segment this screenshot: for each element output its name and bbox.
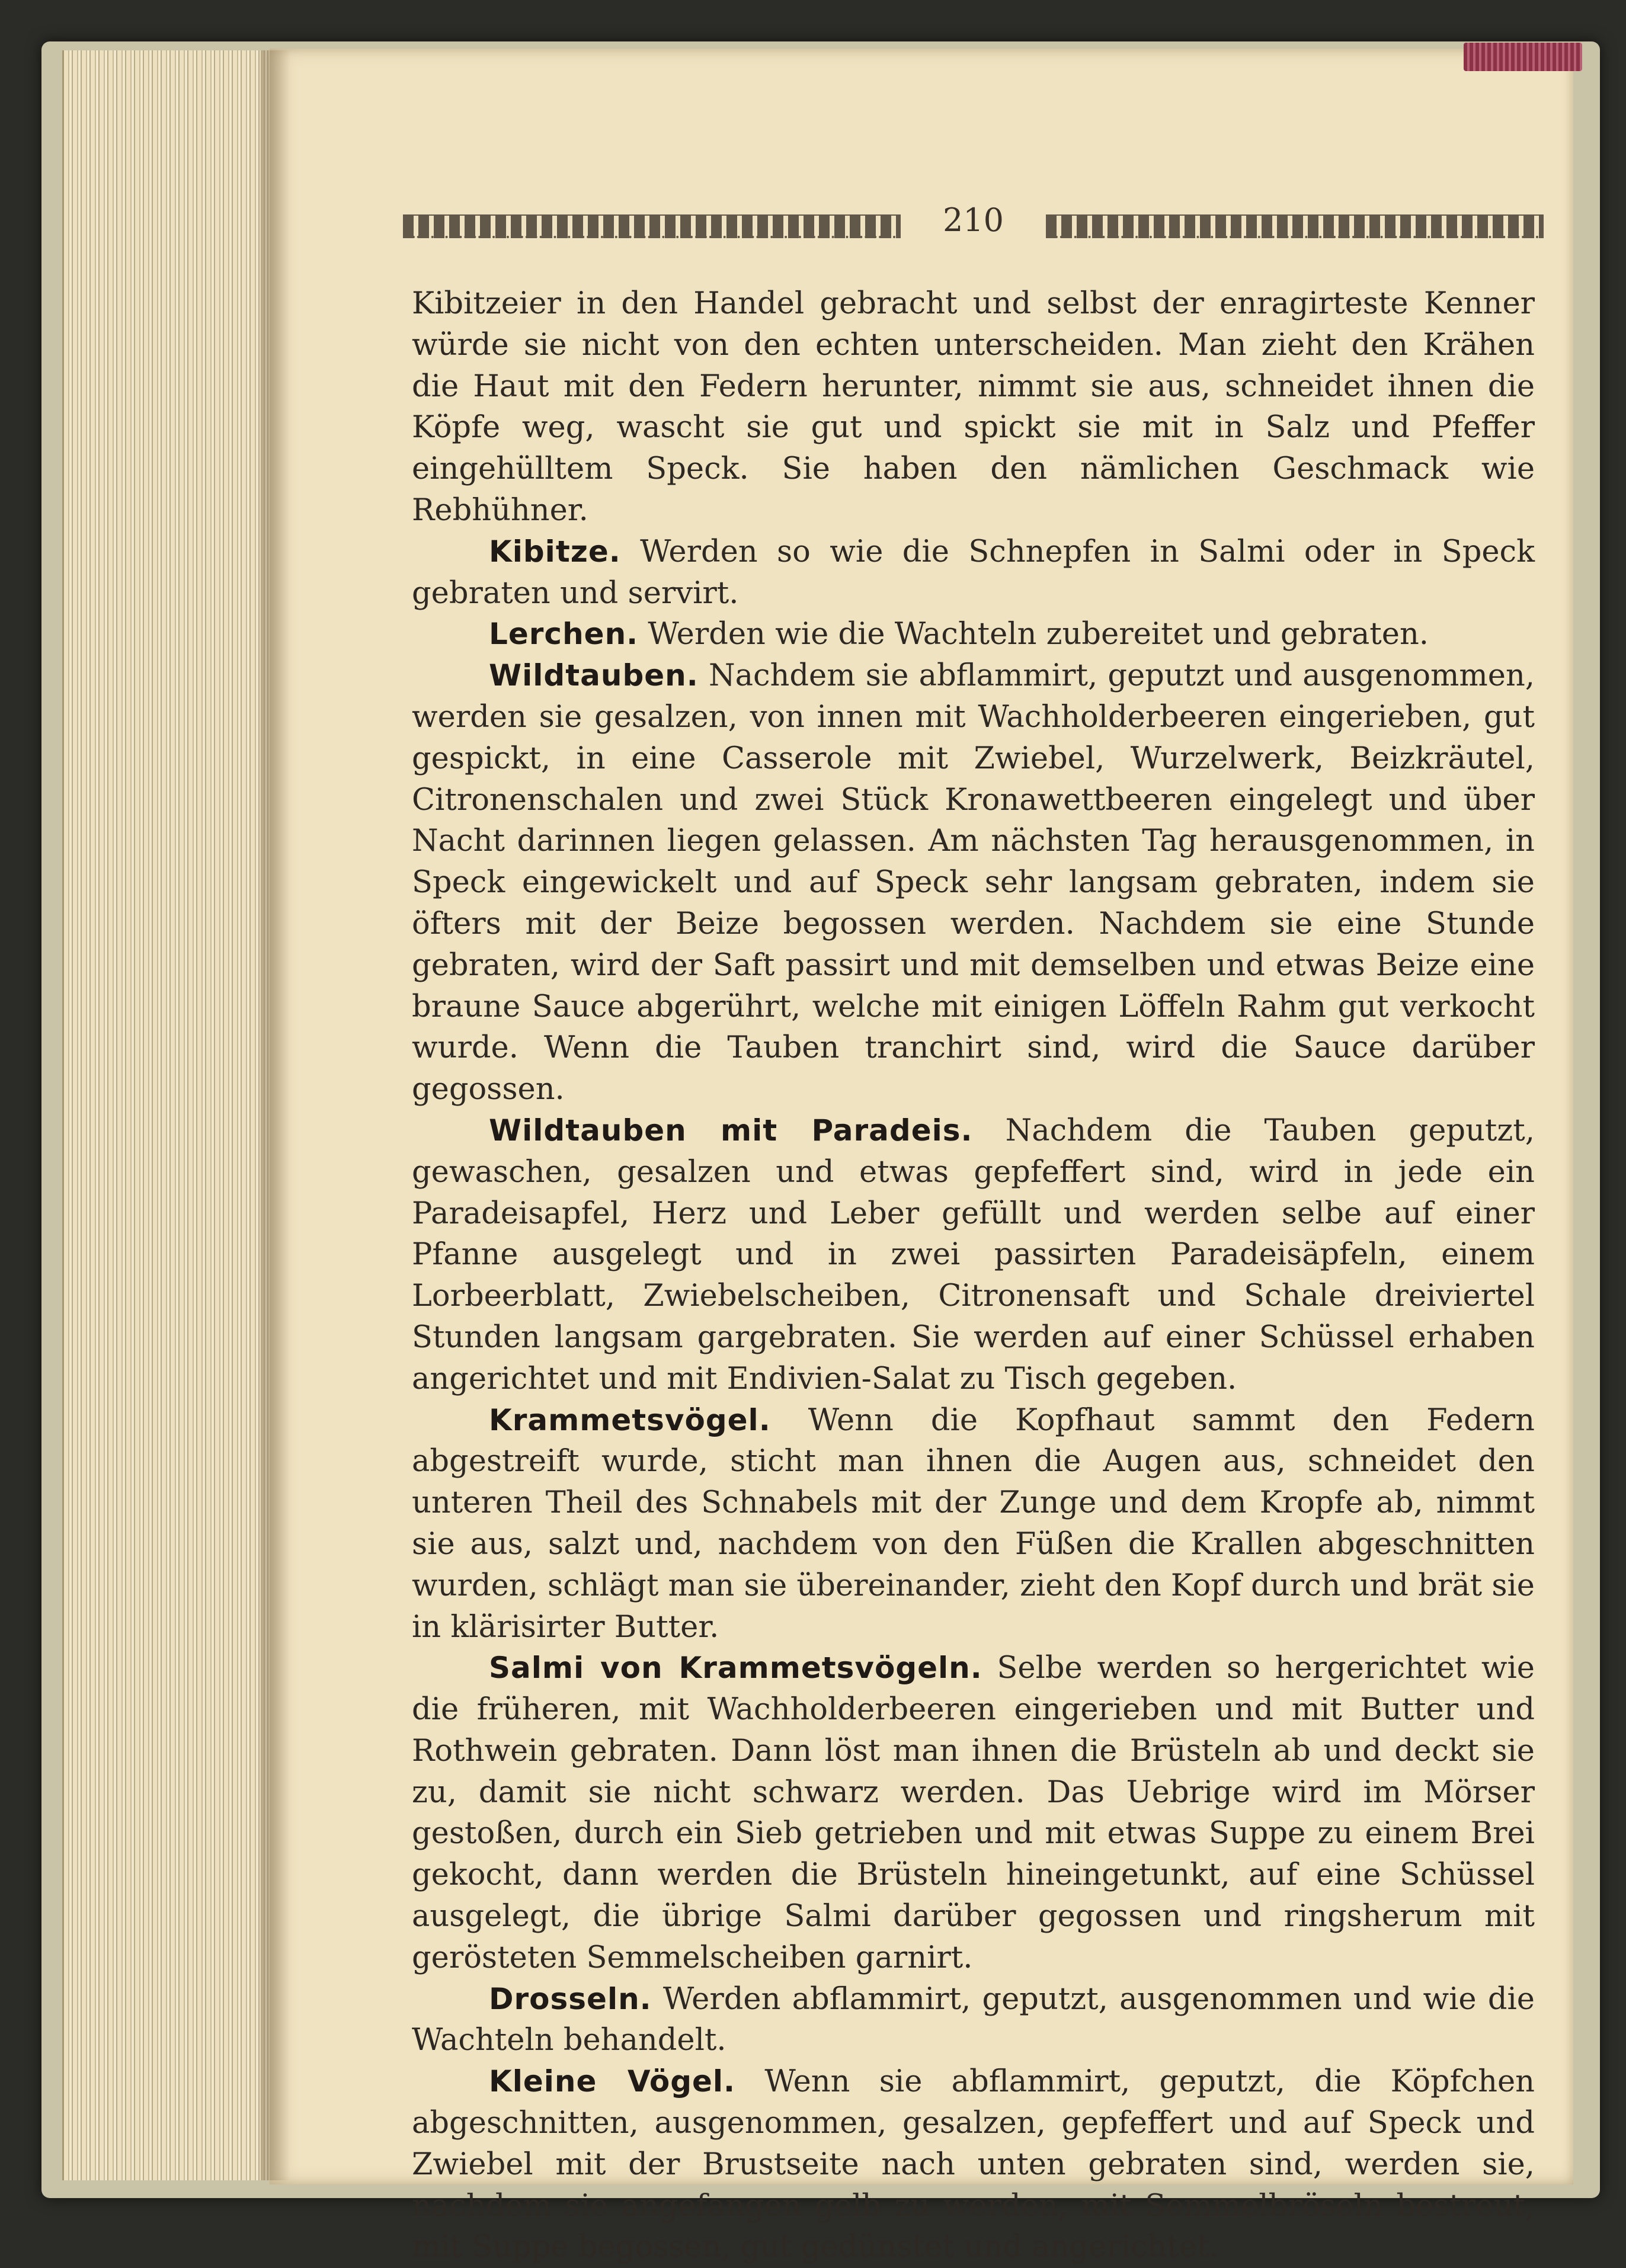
- entry-heading: Krammetsvögel.: [489, 1402, 771, 1437]
- entry-krammetsvoegel: [412, 1400, 1535, 1648]
- entry-wildtauben: [412, 655, 1535, 1110]
- entry-text: Werden abflammirt, geputzt, ausgenommen und wie die Wachteln behandelt.: [412, 1981, 1535, 2058]
- entry-heading: Wildtauben mit Paradeis.: [489, 1113, 973, 1148]
- entry-text: Nachdem sie abflammirt, geputzt und ausgenommen, werden sie gesalzen, von innen mit Wachholderbeeren eingerieben, gut gespickt, in eine Casserole mit Zwiebel, Wurzelwerk, Beizkräutel, Citronenschalen und zwei Stück Kronawettbeeren eingelegt und über Nacht darinnen liegen gelassen. Am nächsten Tag herausgenommen, in Speck eingewickelt und auf Speck sehr langsam gebraten, indem sie öfters mit der Beize begossen werden. Nachdem sie eine Stunde gebraten, wird der Saft passirt und mit demselben und etwas Beize eine braune Sauce abgerührt, welche mit einigen Löffeln Rahm gut verkocht wurde. Wenn die Tauben tranchirt sind, wird die Sauce darüber gegossen.: [412, 658, 1535, 1107]
- entry-text: Nachdem die Tauben geputzt, gewaschen, gesalzen und etwas gepfeffert sind, wird in jede ein Paradeisapfel, Herz und Leber gefüllt und werden selbe auf einer Pfanne ausgelegt und in zwei passirten Paradeisäpfeln, einem Lorbeerblatt, Zwiebelscheiben, Citronensaft und Schale dreiviertel Stunden langsam gargebraten. Sie werden auf einer Schüssel erhaben angerichtet und mit Endivien-Salat zu Tisch gegeben.: [412, 1113, 1535, 1396]
- entry-heading: Lerchen.: [489, 617, 639, 652]
- paragraph-text: Kibitzeier in den Handel gebracht und selbst der enragirteste Kenner würde sie nicht von den echten unterscheiden. Man zieht den Krähen die Haut mit den Federn herunter, nimmt sie aus, schneidet ihnen die Köpfe weg, wascht sie gut und spickt sie mit in Salz und Pfeffer eingehülltem Speck. Sie haben den nämlichen Geschmack wie Rebhühner.: [412, 286, 1535, 528]
- text-block: [412, 283, 1535, 2265]
- entry-kleine-voegel: [412, 2061, 1535, 2268]
- page-number: 210: [942, 201, 1004, 239]
- entry-text: Werden so wie die Schnepfen in Salmi oder in Speck gebraten und servirt.: [412, 534, 1535, 611]
- ornament-right: [1046, 214, 1544, 238]
- page-edges: [62, 50, 277, 2180]
- entry-text: Selbe werden so hergerichtet wie die früheren, mit Wachholderbeeren eingerieben und mit Butter und Rothwein gebraten. Dann löst man ihnen die Brüsteln ab und deckt sie zu, damit sie nicht schwarz werden. Das Uebrige wird im Mörser gestoßen, durch ein Sieb getrieben und mit etwas Suppe zu einem Brei gekocht, dann werden die Brüsteln hineingetunkt, auf eine Schüssel ausgelegt, die übrige Salmi darüber gegossen und ringsherum mit gerösteten Semmelscheiben garnirt.: [412, 1651, 1535, 1975]
- entry-lerchen: [412, 614, 1535, 655]
- entry-text: Wenn sie abflammirt, geputzt, die Köpfchen abgeschnitten, ausgenommen, gesalzen, gepfeffert und auf Speck und Zwiebel mit der Brustseite nach unten gebraten sind, werden sie, nachdem sie angefangen gelb zu werden, mit Semmelbröseln bestreut, mit Suppe begossen, gut gedünstet und angerichtet.: [412, 2064, 1535, 2265]
- paragraph-continuation: [412, 283, 1535, 531]
- entry-heading: Wildtauben.: [489, 658, 699, 693]
- entry-heading: Drosseln.: [489, 1981, 652, 2016]
- entry-text: Wenn die Kopfhaut sammt den Federn abgestreift wurde, sticht man ihnen die Augen aus, schneidet den unteren Theil des Schnabels mit der Zunge und dem Kropfe ab, nimmt sie aus, salzt und, nachdem von den Füßen die Krallen abgeschnitten wurden, schlägt man sie übereinander, zieht den Kopf durch und brät sie in klärisirter Butter.: [412, 1402, 1535, 1645]
- entry-salmi-von-krammetsvoegeln: [412, 1648, 1535, 1978]
- entry-drosseln: [412, 1979, 1535, 2062]
- entry-text: Werden wie die Wachteln zubereitet und gebraten.: [648, 617, 1429, 652]
- bookmark-ribbon: [1464, 43, 1582, 71]
- entry-kibitze: [412, 531, 1535, 614]
- entry-wildtauben-mit-paradeis: [412, 1110, 1535, 1400]
- entry-heading: Kibitze.: [489, 534, 621, 569]
- page-gutter-shadow: [261, 50, 290, 2180]
- ornament-left: [403, 214, 901, 238]
- entry-heading: Salmi von Krammetsvögeln.: [489, 1651, 982, 1686]
- page-header: [403, 201, 1544, 255]
- entry-heading: Kleine Vögel.: [489, 2064, 736, 2099]
